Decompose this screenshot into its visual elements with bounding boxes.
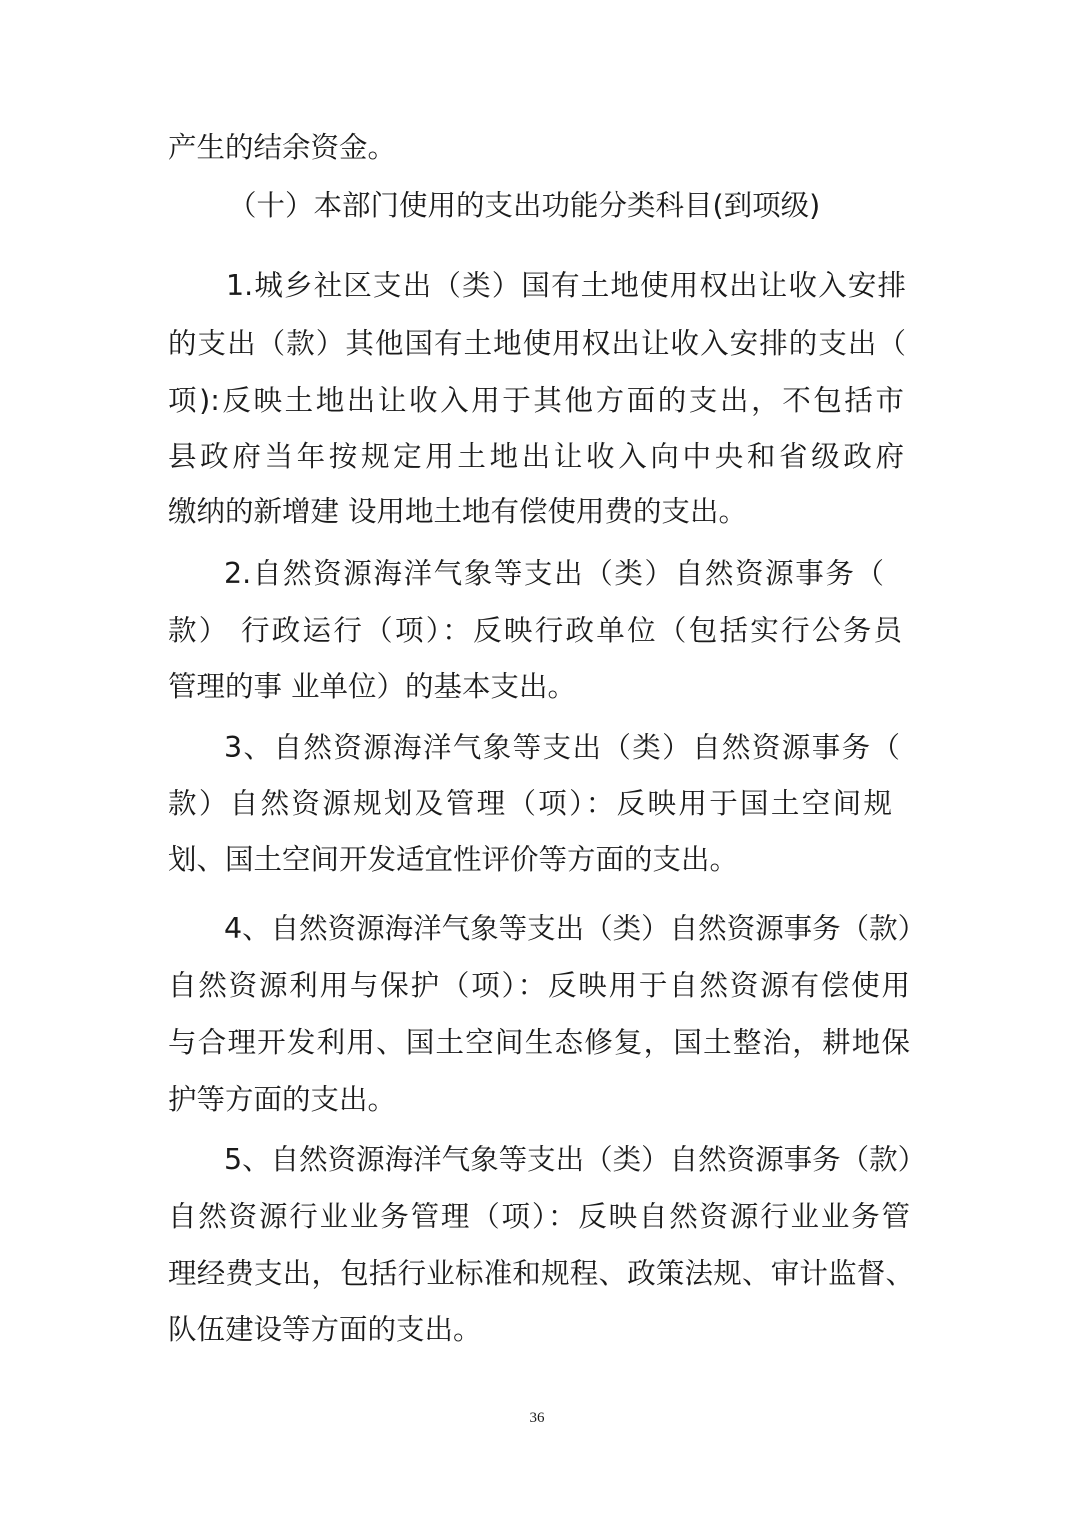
paragraph-line: 1.城乡社区支出（类）国有土地使用权出让收入安排 xyxy=(226,269,906,302)
paragraph-line: 缴纳的新增建 设用地土地有偿使用费的支出。 xyxy=(168,495,748,528)
section-heading: （十）本部门使用的支出功能分类科目(到项级) xyxy=(228,189,821,222)
paragraph-line: 自然资源利用与保护（项）：反映用于自然资源有偿使用 xyxy=(168,969,910,1002)
paragraph-line: 5、自然资源海洋气象等支出（类）自然资源事务（款） xyxy=(224,1143,927,1176)
paragraph-line: 理经费支出，包括行业标准和规程、政策法规、审计监督、 xyxy=(168,1257,914,1290)
page-number: 36 xyxy=(529,1410,545,1426)
paragraph-line: 3、自然资源海洋气象等支出（类）自然资源事务（ xyxy=(224,731,900,764)
paragraph-line: 的支出（款）其他国有土地使用权出让收入安排的支出（ xyxy=(168,327,906,360)
paragraph-line: 队伍建设等方面的支出。 xyxy=(168,1313,482,1346)
paragraph-line: 4、自然资源海洋气象等支出（类）自然资源事务（款） xyxy=(224,912,927,945)
paragraph-line: 款）自然资源规划及管理（项）：反映用于国土空间规 xyxy=(168,787,892,820)
paragraph-line: 项):反映土地出让收入用于其他方面的支出，不包括市 xyxy=(168,384,904,417)
paragraph-line: 护等方面的支出。 xyxy=(168,1083,397,1116)
paragraph-line: 县政府当年按规定用土地出让收入向中央和省级政府 xyxy=(168,440,904,473)
paragraph-line: 2.自然资源海洋气象等支出（类）自然资源事务（ xyxy=(224,557,884,590)
paragraph-line: 自然资源行业业务管理（项）：反映自然资源行业业务管 xyxy=(168,1200,910,1233)
paragraph-line: 产生的结余资金。 xyxy=(168,131,397,164)
paragraph-line: 管理的事 业单位）的基本支出。 xyxy=(168,670,577,703)
paragraph-line: 款） 行政运行（项）：反映行政单位（包括实行公务员 xyxy=(168,614,902,647)
paragraph-line: 划、国土空间开发适宜性评价等方面的支出。 xyxy=(168,843,739,876)
paragraph-line: 与合理开发利用、国土空间生态修复，国土整治，耕地保 xyxy=(168,1026,910,1059)
